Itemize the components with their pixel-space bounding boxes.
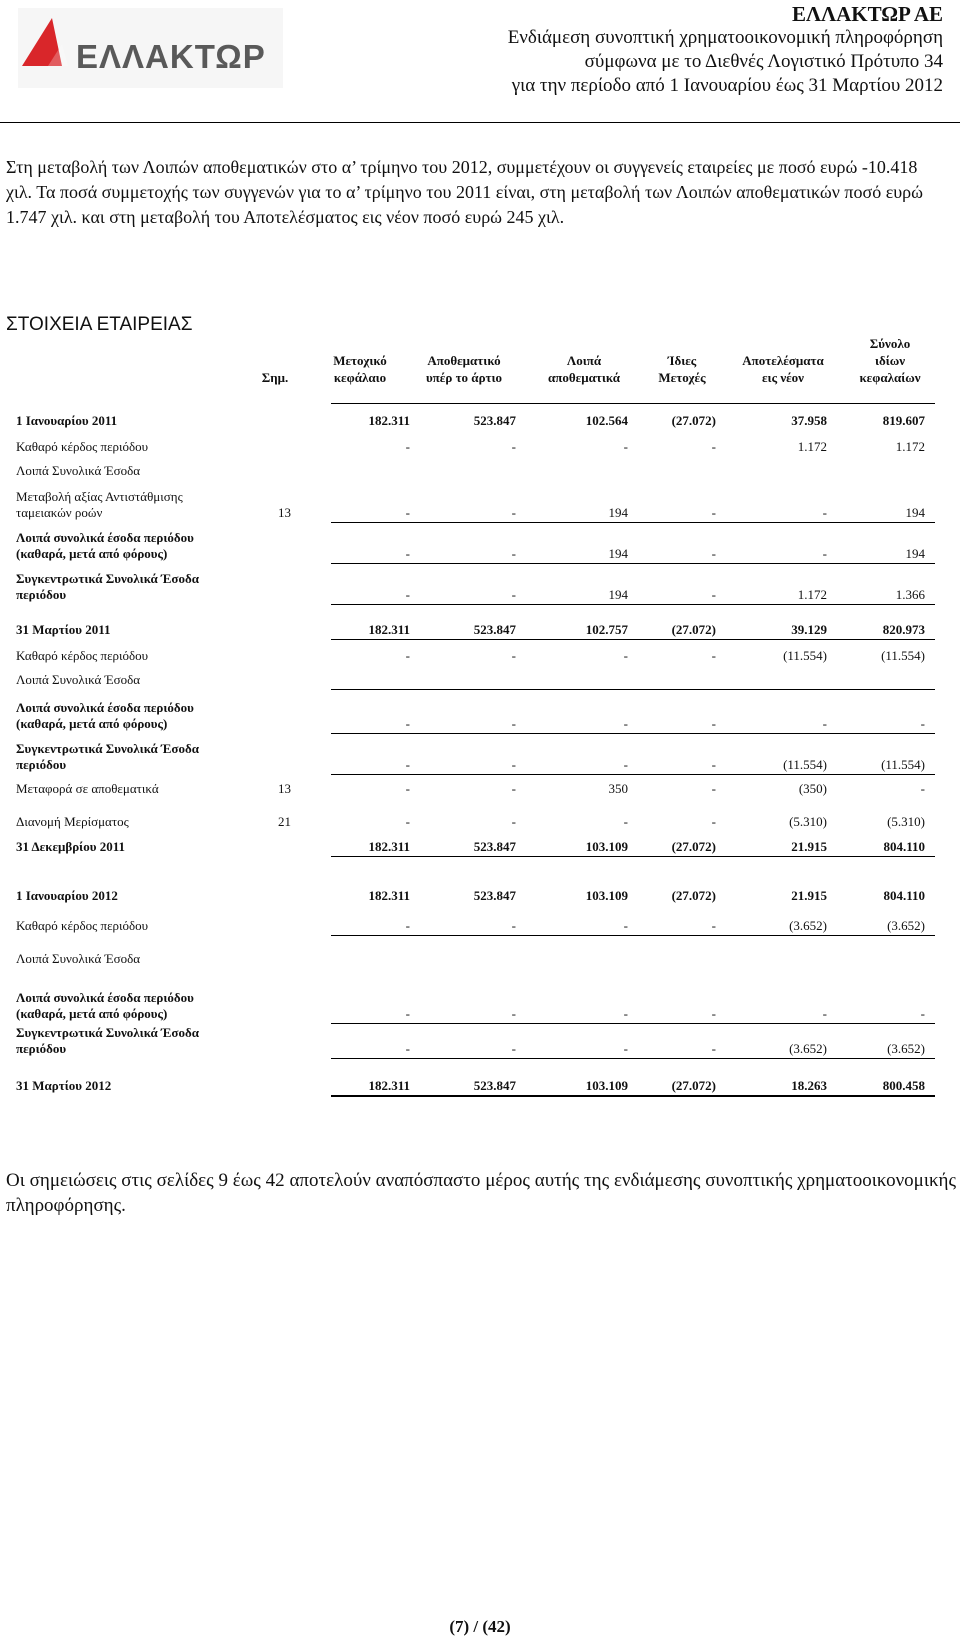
row-value: (11.554) [881,648,925,663]
row-label-line2: περιόδου [16,587,67,602]
header-treasury-shares-line2: Μετοχές [658,370,706,385]
row-underline [331,604,935,605]
row-value: - [405,1006,410,1021]
row-label-line2: (καθαρά, μετά από φόρους) [16,546,168,561]
row-label-line2: περιόδου [16,757,67,772]
header-divider [0,122,960,123]
row-value: - [511,1041,516,1056]
row-value: - [822,716,827,731]
row-value: (350) [798,781,827,796]
row-label [16,700,194,732]
row-label [16,839,125,855]
row-value: - [623,918,628,933]
row-underline [331,733,935,734]
logo-wordmark: ΕΛΛΑΚΤΩΡ [76,38,266,75]
row-value: - [711,1006,716,1021]
header-share-premium-line2: υπέρ το άρτιο [425,370,503,385]
row-value: 103.109 [585,1078,628,1093]
row-label [16,951,140,967]
row-value: 820.973 [882,622,925,637]
row-value: 1.172 [797,587,827,602]
row-value: - [405,781,410,796]
report-title: Ενδιάμεση συνοπτική χρηματοοικονομική πληροφόρηση [507,27,943,48]
row-label-line1: Μεταβολή αξίας Αντιστάθμισης [16,489,183,504]
row-value: - [511,439,516,454]
row-value: 800.458 [882,1078,925,1093]
row-value: - [511,1006,516,1021]
row-value: 182.311 [368,413,410,428]
row-value: 1.172 [895,439,925,454]
row-label-line1: Λοιπά συνολικά έσοδα περιόδου [16,530,194,545]
row-value: (27.072) [671,839,716,854]
header-retained-earnings [728,352,838,386]
row-note-ref: 21 [278,814,291,829]
row-value: 804.110 [883,839,925,854]
row-value: 194 [905,546,925,561]
row-value: 182.311 [368,1078,410,1093]
row-value: - [711,918,716,933]
row-underline [331,856,935,857]
row-value: (3.652) [789,1041,827,1056]
header-total-equity-line1: Σύνολο [869,336,911,351]
row-value: 194 [608,546,628,561]
header-underline [331,403,935,404]
row-value: 182.311 [368,622,410,637]
row-underline [331,689,935,690]
intro-paragraph: Στη μεταβολή των Λοιπών αποθεματικών στο α’ τρίμηνο του 2012, συμμετέχουν οι συγγενείς εταιρείες με ποσό ευρώ -10.418 χιλ. Τα ποσά συμμετοχής των συγγενών για το α’ τρίμηνο του 2011 είναι, στη μεταβολή των Λοιπών αποθεματικών ποσό ευρώ 1.747 χιλ. και στη μεταβολή του Αποτελέσματος εις νέον ποσό ευρώ 245 χιλ. [6,157,924,227]
row-value: - [711,716,716,731]
header-other-reserves-line2: αποθεματικά [548,370,620,385]
row-value: (27.072) [671,888,716,903]
row-value: - [405,716,410,731]
report-period: για την περίοδο από 1 Ιανουαρίου έως 31 Μαρτίου 2012 [511,75,943,96]
row-value: - [623,1041,628,1056]
header-total-equity [842,336,938,386]
row-underline [331,1095,935,1097]
row-value: - [623,1006,628,1021]
row-value: 804.110 [883,888,925,903]
section-title: ΣΤΟΙΧΕΙΑ ΕΤΑΙΡΕΙΑΣ [6,314,193,335]
row-value: - [623,439,628,454]
row-value: 37.958 [791,413,827,428]
row-value: - [711,648,716,663]
row-value: 523.847 [473,1078,516,1093]
row-value: - [511,716,516,731]
row-value: 194 [905,505,925,520]
row-label-line1: Καθαρό κέρδος περιόδου [16,648,149,663]
row-label-line2: ταμειακών ροών [16,505,103,520]
row-value: - [511,587,516,602]
row-label-line1: 31 Δεκεμβρίου 2011 [16,839,125,854]
row-value: - [822,546,827,561]
row-value: - [920,716,925,731]
row-value: - [920,781,925,796]
row-value: (5.310) [789,814,827,829]
row-label-line1: 31 Μαρτίου 2011 [16,622,111,637]
row-value: - [405,814,410,829]
row-note-ref: 13 [278,781,291,796]
row-value: - [405,1041,410,1056]
row-value: - [711,546,716,561]
header-share-capital-line2: κεφάλαιο [333,370,387,385]
row-value: 523.847 [473,839,516,854]
row-underline [331,522,935,523]
row-note-ref: 13 [278,505,291,520]
row-value: (11.554) [783,648,827,663]
row-value: 523.847 [473,622,516,637]
row-label-line1: Λοιπά Συνολικά Έσοδα [16,672,141,687]
row-underline [331,563,935,564]
row-label-line1: Συγκεντρωτικά Συνολικά Έσοδα [16,1025,200,1040]
header-share-capital [318,352,402,386]
row-label-line1: Καθαρό κέρδος περιόδου [16,439,149,454]
row-label-line1: 1 Ιανουαρίου 2011 [16,413,118,428]
row-label-line1: 1 Ιανουαρίου 2012 [16,888,118,903]
row-label [16,530,194,562]
row-underline [331,1058,935,1059]
row-label-line1: 31 Μαρτίου 2012 [16,1078,112,1093]
row-value: - [405,648,410,663]
row-value: (11.554) [881,757,925,772]
header-treasury-shares-line1: Ίδιες [667,353,697,368]
row-value: 182.311 [368,888,410,903]
row-value: - [711,757,716,772]
company-name: ΕΛΛΑΚΤΩΡ ΑΕ [792,2,943,26]
row-value: - [711,1041,716,1056]
row-value: - [511,648,516,663]
header-other-reserves-line1: Λοιπά [566,353,602,368]
page-header [0,0,960,124]
row-value: 102.564 [585,413,628,428]
header-treasury-shares [642,352,722,386]
row-value: (27.072) [671,413,716,428]
row-value: 21.915 [791,839,827,854]
row-value: - [405,587,410,602]
row-label [16,463,140,479]
row-value: 350 [608,781,628,796]
row-value: 1.172 [797,439,827,454]
row-label [16,990,194,1022]
row-underline [331,774,935,775]
row-label [16,781,159,797]
row-underline [331,639,935,640]
row-label [16,571,199,603]
row-value: - [405,439,410,454]
row-label [16,489,183,521]
header-note: Σημ. [261,370,289,385]
row-label [16,1025,199,1057]
row-label-line1: Καθαρό κέρδος περιόδου [16,918,149,933]
header-total-equity-line2: ιδίων [874,353,906,368]
footnote: Οι σημειώσεις στις σελίδες 9 έως 42 αποτελούν αναπόσπαστο μέρος αυτής της ενδιάμεσης συνοπτικής χρηματοοικονομικής πληροφόρησης. [6,1170,956,1216]
header-share-premium-line1: Αποθεματικό [427,353,501,368]
company-logo [18,8,283,88]
row-value: 1.366 [895,587,925,602]
row-value: 39.129 [791,622,827,637]
row-label [16,413,117,429]
row-underline [331,1023,935,1024]
row-value: - [822,1006,827,1021]
header-share-premium [412,352,516,386]
row-value: - [511,918,516,933]
row-label [16,1078,111,1094]
report-standard: σύμφωνα με το Διεθνές Λογιστικό Πρότυπο 34 [584,51,943,72]
row-value: 18.263 [791,1078,827,1093]
row-value: - [623,757,628,772]
row-underline [331,935,935,936]
row-value: - [511,814,516,829]
row-value: - [511,757,516,772]
row-label-line2: (καθαρά, μετά από φόρους) [16,716,168,731]
row-value: - [623,716,628,731]
row-value: 194 [608,587,628,602]
row-label [16,741,199,773]
row-value: - [711,781,716,796]
row-label-line1: Λοιπά Συνολικά Έσοδα [16,951,141,966]
header-retained-earnings-line2: εις νέον [762,370,804,385]
header-share-capital-line1: Μετοχικό [333,353,387,368]
row-value: 102.757 [585,622,628,637]
row-value: 103.109 [585,839,628,854]
row-label-line1: Συγκεντρωτικά Συνολικά Έσοδα [16,741,200,756]
row-label-line1: Λοιπά Συνολικά Έσοδα [16,463,141,478]
row-value: - [711,587,716,602]
row-value: (27.072) [671,1078,716,1093]
header-total-equity-line3: κεφαλαίων [859,370,921,385]
row-label-line1: Λοιπά συνολικά έσοδα περιόδου [16,700,194,715]
row-label-line1: Διανομή Μερίσματος [16,814,129,829]
row-value: - [511,781,516,796]
row-value: - [623,814,628,829]
row-value: 194 [608,505,628,520]
row-value: (11.554) [783,757,827,772]
row-label-line1: Λοιπά συνολικά έσοδα περιόδου [16,990,194,1005]
row-value: - [711,439,716,454]
row-label-line2: περιόδου [16,1041,67,1056]
row-value: 103.109 [585,888,628,903]
row-value: - [511,505,516,520]
row-value: 182.311 [368,839,410,854]
row-value: (3.652) [789,918,827,933]
row-label [16,622,111,638]
row-label [16,648,148,664]
row-value: 819.607 [882,413,925,428]
row-value: - [405,757,410,772]
row-value: - [920,1006,925,1021]
row-value: (5.310) [887,814,925,829]
row-value: - [623,648,628,663]
row-label [16,439,148,455]
header-other-reserves [532,352,636,386]
row-label [16,672,140,688]
row-value: - [822,505,827,520]
row-label [16,918,148,934]
row-value: 21.915 [791,888,827,903]
row-value: (3.652) [887,918,925,933]
row-label-line1: Μεταφορά σε αποθεματικά [16,781,159,796]
row-value: (27.072) [671,622,716,637]
row-label [16,888,118,904]
row-value: - [405,546,410,561]
row-value: 523.847 [473,888,516,903]
row-value: - [405,505,410,520]
row-label [16,814,129,830]
row-value: 523.847 [473,413,516,428]
row-label-line1: Συγκεντρωτικά Συνολικά Έσοδα [16,571,200,586]
page-number: (7) / (42) [449,1617,511,1636]
row-label-line2: (καθαρά, μετά από φόρους) [16,1006,168,1021]
header-retained-earnings-line1: Αποτελέσματα [742,353,824,368]
header-info [508,2,943,98]
row-value: (3.652) [887,1041,925,1056]
row-value: - [405,918,410,933]
row-value: - [511,546,516,561]
row-value: - [711,505,716,520]
row-value: - [711,814,716,829]
